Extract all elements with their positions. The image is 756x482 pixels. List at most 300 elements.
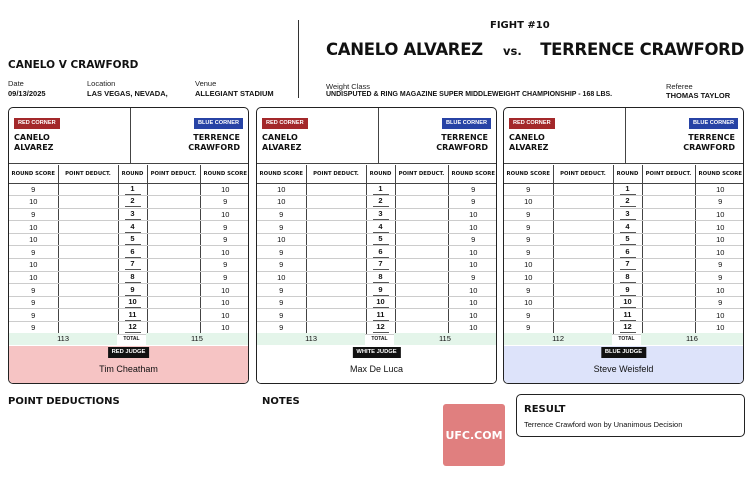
round-number-value: 6 bbox=[620, 247, 636, 258]
location-value: LAS VEGAS, NEVADA, bbox=[87, 89, 168, 98]
round-row bbox=[257, 309, 497, 322]
round-row bbox=[504, 233, 744, 246]
red-point-deduct bbox=[553, 196, 613, 209]
round-number-value: 9 bbox=[373, 285, 389, 296]
blue-round-score: 10 bbox=[695, 233, 744, 246]
column-header: ROUND SCORE bbox=[448, 165, 497, 183]
round-number-value: 3 bbox=[125, 209, 141, 220]
red-round-score: 9 bbox=[257, 221, 306, 234]
red-round-score: 9 bbox=[9, 183, 58, 196]
blue-round-score: 9 bbox=[200, 233, 249, 246]
red-name-first: CANELO bbox=[262, 133, 298, 142]
red-round-score: 10 bbox=[504, 296, 553, 309]
score-table bbox=[257, 165, 497, 335]
red-round-score: 10 bbox=[9, 233, 58, 246]
round-number-value: 7 bbox=[620, 259, 636, 270]
point-deductions-label: POINT DEDUCTIONS bbox=[8, 396, 120, 407]
round-number bbox=[118, 233, 147, 246]
blue-point-deduct bbox=[642, 196, 695, 209]
red-name-last: ALVAREZ bbox=[14, 143, 54, 152]
red-total: 113 bbox=[9, 333, 117, 345]
red-round-score: 9 bbox=[9, 309, 58, 322]
red-corner-badge: RED CORNER bbox=[262, 118, 308, 129]
red-point-deduct bbox=[306, 271, 366, 284]
round-number bbox=[118, 196, 147, 209]
column-header: POINT DEDUCT. bbox=[306, 165, 366, 183]
round-row bbox=[9, 208, 249, 221]
result-title: RESULT bbox=[524, 404, 566, 415]
blue-point-deduct bbox=[642, 259, 695, 272]
red-point-deduct bbox=[306, 183, 366, 196]
blue-round-score: 10 bbox=[448, 246, 497, 259]
blue-round-score: 10 bbox=[448, 284, 497, 297]
blue-round-score: 10 bbox=[695, 322, 744, 335]
round-number bbox=[613, 183, 642, 196]
round-number-value: 11 bbox=[620, 310, 636, 321]
red-round-score: 9 bbox=[504, 322, 553, 335]
blue-round-score: 9 bbox=[448, 233, 497, 246]
round-number bbox=[613, 309, 642, 322]
round-number-value: 2 bbox=[125, 196, 141, 207]
corner-divider bbox=[130, 108, 131, 164]
total-label: TOTAL bbox=[123, 336, 140, 342]
round-number-value: 1 bbox=[620, 184, 636, 195]
corner-header bbox=[504, 108, 743, 164]
red-corner-name bbox=[262, 133, 301, 153]
result-box bbox=[516, 394, 745, 437]
blue-fighter-title: TERRENCE CRAWFORD bbox=[540, 40, 744, 59]
blue-round-score: 9 bbox=[695, 259, 744, 272]
ufc-logo bbox=[443, 404, 505, 466]
round-number-value: 4 bbox=[125, 222, 141, 233]
round-row bbox=[9, 246, 249, 259]
round-number-value: 5 bbox=[125, 234, 141, 245]
totals-row bbox=[504, 333, 743, 345]
blue-round-score: 10 bbox=[200, 183, 249, 196]
round-row bbox=[504, 208, 744, 221]
score-header-row bbox=[257, 165, 497, 183]
round-number bbox=[118, 246, 147, 259]
weight-class-label: Weight Class bbox=[326, 82, 371, 91]
red-name-last: ALVAREZ bbox=[509, 143, 549, 152]
referee-label: Referee bbox=[666, 82, 693, 91]
round-number-value: 7 bbox=[125, 259, 141, 270]
round-row bbox=[504, 309, 744, 322]
red-round-score: 10 bbox=[9, 221, 58, 234]
round-number-value: 12 bbox=[620, 322, 636, 333]
round-number bbox=[118, 296, 147, 309]
red-point-deduct bbox=[306, 309, 366, 322]
red-point-deduct bbox=[58, 296, 118, 309]
blue-round-score: 10 bbox=[695, 208, 744, 221]
total-label: TOTAL bbox=[618, 336, 635, 342]
column-header: ROUND bbox=[613, 165, 642, 183]
red-round-score: 9 bbox=[504, 284, 553, 297]
red-point-deduct bbox=[306, 246, 366, 259]
round-number bbox=[366, 208, 395, 221]
red-round-score: 9 bbox=[257, 284, 306, 297]
round-number-value: 1 bbox=[125, 184, 141, 195]
round-row bbox=[257, 208, 497, 221]
red-round-score: 10 bbox=[504, 196, 553, 209]
red-round-score: 9 bbox=[9, 296, 58, 309]
blue-point-deduct bbox=[395, 183, 448, 196]
round-number-value: 10 bbox=[373, 297, 389, 308]
round-number bbox=[613, 246, 642, 259]
judge-badge: RED JUDGE bbox=[108, 347, 150, 358]
blue-total: 115 bbox=[146, 333, 248, 345]
round-number-value: 8 bbox=[373, 272, 389, 283]
round-number bbox=[118, 271, 147, 284]
blue-round-score: 10 bbox=[200, 246, 249, 259]
round-row bbox=[9, 221, 249, 234]
blue-total: 116 bbox=[641, 333, 743, 345]
blue-round-score: 10 bbox=[200, 322, 249, 335]
red-point-deduct bbox=[58, 309, 118, 322]
blue-round-score: 10 bbox=[448, 208, 497, 221]
red-name-first: CANELO bbox=[509, 133, 545, 142]
red-point-deduct bbox=[58, 196, 118, 209]
blue-round-score: 9 bbox=[695, 296, 744, 309]
round-number bbox=[366, 246, 395, 259]
red-point-deduct bbox=[553, 296, 613, 309]
blue-point-deduct bbox=[642, 284, 695, 297]
scorecard bbox=[503, 107, 744, 384]
blue-name-last: CRAWFORD bbox=[683, 143, 735, 152]
judge-name: Steve Weisfeld bbox=[593, 364, 654, 374]
blue-corner-badge: BLUE CORNER bbox=[689, 118, 738, 129]
round-number-value: 11 bbox=[373, 310, 389, 321]
red-round-score: 10 bbox=[9, 196, 58, 209]
red-round-score: 9 bbox=[504, 208, 553, 221]
total-label: TOTAL bbox=[371, 336, 388, 342]
blue-corner-name bbox=[683, 133, 735, 153]
red-point-deduct bbox=[553, 259, 613, 272]
red-round-score: 10 bbox=[504, 271, 553, 284]
red-round-score: 9 bbox=[504, 246, 553, 259]
red-point-deduct bbox=[58, 221, 118, 234]
round-row bbox=[257, 221, 497, 234]
round-number-value: 3 bbox=[620, 209, 636, 220]
red-round-score: 9 bbox=[257, 322, 306, 335]
round-number bbox=[613, 271, 642, 284]
blue-round-score: 10 bbox=[448, 221, 497, 234]
blue-point-deduct bbox=[395, 309, 448, 322]
round-row bbox=[9, 183, 249, 196]
blue-round-score: 9 bbox=[695, 196, 744, 209]
blue-point-deduct bbox=[395, 233, 448, 246]
red-total: 113 bbox=[257, 333, 365, 345]
red-round-score: 10 bbox=[257, 183, 306, 196]
red-round-score: 9 bbox=[504, 183, 553, 196]
red-round-score: 9 bbox=[257, 259, 306, 272]
round-number bbox=[613, 221, 642, 234]
round-row bbox=[257, 296, 497, 309]
red-corner-name bbox=[14, 133, 53, 153]
judge-name: Tim Cheatham bbox=[99, 364, 158, 374]
blue-round-score: 10 bbox=[448, 309, 497, 322]
column-header: ROUND SCORE bbox=[9, 165, 58, 183]
blue-point-deduct bbox=[147, 196, 200, 209]
round-row bbox=[257, 183, 497, 196]
red-point-deduct bbox=[553, 183, 613, 196]
red-round-score: 9 bbox=[9, 246, 58, 259]
red-point-deduct bbox=[306, 284, 366, 297]
judge-band bbox=[257, 346, 496, 384]
round-number-value: 10 bbox=[125, 297, 141, 308]
red-point-deduct bbox=[553, 233, 613, 246]
red-corner-badge: RED CORNER bbox=[509, 118, 555, 129]
blue-point-deduct bbox=[147, 284, 200, 297]
blue-round-score: 10 bbox=[200, 309, 249, 322]
red-point-deduct bbox=[58, 183, 118, 196]
column-header: ROUND SCORE bbox=[257, 165, 306, 183]
location-label: Location bbox=[87, 79, 116, 88]
judge-band bbox=[504, 346, 743, 384]
round-row bbox=[257, 284, 497, 297]
red-round-score: 9 bbox=[504, 309, 553, 322]
round-number bbox=[118, 259, 147, 272]
blue-round-score: 10 bbox=[695, 309, 744, 322]
round-row bbox=[9, 271, 249, 284]
round-number-value: 5 bbox=[620, 234, 636, 245]
judge-badge: BLUE JUDGE bbox=[601, 347, 646, 358]
blue-corner-name bbox=[188, 133, 240, 153]
blue-point-deduct bbox=[147, 259, 200, 272]
blue-point-deduct bbox=[395, 246, 448, 259]
result-text: Terrence Crawford won by Unanimous Decision bbox=[524, 420, 683, 429]
blue-round-score: 9 bbox=[200, 259, 249, 272]
blue-round-score: 10 bbox=[695, 221, 744, 234]
blue-point-deduct bbox=[642, 271, 695, 284]
round-row bbox=[257, 196, 497, 209]
red-round-score: 9 bbox=[9, 322, 58, 335]
red-name-last: ALVAREZ bbox=[262, 143, 302, 152]
blue-point-deduct bbox=[642, 183, 695, 196]
red-round-score: 9 bbox=[504, 221, 553, 234]
red-round-score: 10 bbox=[257, 196, 306, 209]
judge-name: Max De Luca bbox=[349, 364, 404, 374]
totals-row bbox=[257, 333, 496, 345]
round-number bbox=[118, 284, 147, 297]
column-header: POINT DEDUCT. bbox=[553, 165, 613, 183]
round-number-value: 6 bbox=[125, 247, 141, 258]
blue-point-deduct bbox=[147, 183, 200, 196]
column-header: ROUND SCORE bbox=[695, 165, 744, 183]
round-number bbox=[613, 284, 642, 297]
notes-label: NOTES bbox=[262, 396, 300, 407]
blue-point-deduct bbox=[395, 208, 448, 221]
blue-point-deduct bbox=[642, 309, 695, 322]
blue-point-deduct bbox=[147, 208, 200, 221]
round-number bbox=[613, 196, 642, 209]
red-point-deduct bbox=[553, 208, 613, 221]
date-label: Date bbox=[8, 79, 24, 88]
blue-point-deduct bbox=[147, 309, 200, 322]
corner-divider bbox=[625, 108, 626, 164]
round-number-value: 12 bbox=[373, 322, 389, 333]
red-round-score: 9 bbox=[257, 296, 306, 309]
red-round-score: 9 bbox=[257, 208, 306, 221]
column-header: ROUND SCORE bbox=[504, 165, 553, 183]
blue-round-score: 10 bbox=[695, 284, 744, 297]
blue-point-deduct bbox=[395, 196, 448, 209]
column-header: POINT DEDUCT. bbox=[642, 165, 695, 183]
blue-round-score: 9 bbox=[448, 271, 497, 284]
date-value: 09/13/2025 bbox=[8, 89, 46, 98]
blue-point-deduct bbox=[147, 296, 200, 309]
round-number-value: 9 bbox=[620, 285, 636, 296]
red-point-deduct bbox=[306, 296, 366, 309]
blue-name-first: TERRENCE bbox=[441, 133, 488, 142]
red-fighter-title: CANELO ALVAREZ bbox=[326, 40, 483, 59]
blue-round-score: 9 bbox=[200, 221, 249, 234]
blue-name-last: CRAWFORD bbox=[436, 143, 488, 152]
blue-point-deduct bbox=[395, 259, 448, 272]
round-number bbox=[366, 271, 395, 284]
blue-point-deduct bbox=[147, 233, 200, 246]
header-divider bbox=[298, 20, 299, 98]
blue-point-deduct bbox=[395, 296, 448, 309]
round-row bbox=[504, 196, 744, 209]
round-number bbox=[366, 296, 395, 309]
blue-point-deduct bbox=[395, 271, 448, 284]
round-number-value: 4 bbox=[373, 222, 389, 233]
blue-point-deduct bbox=[147, 271, 200, 284]
red-point-deduct bbox=[306, 208, 366, 221]
red-name-first: CANELO bbox=[14, 133, 50, 142]
round-number bbox=[366, 221, 395, 234]
scorecard bbox=[256, 107, 497, 384]
round-number-value: 5 bbox=[373, 234, 389, 245]
column-header: ROUND SCORE bbox=[200, 165, 249, 183]
blue-round-score: 10 bbox=[448, 259, 497, 272]
venue-value: ALLEGIANT STADIUM bbox=[195, 89, 274, 98]
round-row bbox=[9, 259, 249, 272]
score-table bbox=[504, 165, 744, 335]
score-table bbox=[9, 165, 249, 335]
round-number-value: 3 bbox=[373, 209, 389, 220]
round-number bbox=[118, 221, 147, 234]
red-point-deduct bbox=[306, 196, 366, 209]
blue-point-deduct bbox=[642, 246, 695, 259]
red-round-score: 9 bbox=[504, 233, 553, 246]
red-round-score: 10 bbox=[9, 271, 58, 284]
round-row bbox=[504, 296, 744, 309]
round-row bbox=[9, 233, 249, 246]
round-number-value: 1 bbox=[373, 184, 389, 195]
round-row bbox=[504, 221, 744, 234]
column-header: POINT DEDUCT. bbox=[58, 165, 118, 183]
blue-round-score: 9 bbox=[200, 271, 249, 284]
red-corner-badge: RED CORNER bbox=[14, 118, 60, 129]
corner-divider bbox=[378, 108, 379, 164]
blue-round-score: 10 bbox=[200, 284, 249, 297]
judge-band bbox=[9, 346, 248, 384]
corner-header bbox=[257, 108, 496, 164]
round-number bbox=[366, 196, 395, 209]
red-total: 112 bbox=[504, 333, 612, 345]
blue-corner-badge: BLUE CORNER bbox=[442, 118, 491, 129]
round-row bbox=[504, 183, 744, 196]
round-number bbox=[366, 259, 395, 272]
round-number bbox=[118, 309, 147, 322]
blue-point-deduct bbox=[147, 221, 200, 234]
blue-name-last: CRAWFORD bbox=[188, 143, 240, 152]
vs-label: vs. bbox=[503, 44, 522, 58]
red-point-deduct bbox=[58, 208, 118, 221]
round-row bbox=[504, 259, 744, 272]
round-row bbox=[504, 246, 744, 259]
round-number bbox=[366, 233, 395, 246]
blue-total: 115 bbox=[394, 333, 496, 345]
round-row bbox=[9, 196, 249, 209]
round-number bbox=[118, 183, 147, 196]
round-number bbox=[613, 208, 642, 221]
blue-round-score: 9 bbox=[695, 271, 744, 284]
weight-class-value: UNDISPUTED & RING MAGAZINE SUPER MIDDLEWEIGHT CHAMPIONSHIP - 168 LBS. bbox=[326, 91, 613, 98]
red-round-score: 10 bbox=[257, 233, 306, 246]
round-row bbox=[504, 271, 744, 284]
round-row bbox=[9, 284, 249, 297]
column-header: POINT DEDUCT. bbox=[147, 165, 200, 183]
red-round-score: 10 bbox=[257, 271, 306, 284]
red-round-score: 9 bbox=[257, 246, 306, 259]
blue-round-score: 10 bbox=[448, 322, 497, 335]
blue-corner-badge: BLUE CORNER bbox=[194, 118, 243, 129]
round-number bbox=[613, 296, 642, 309]
round-row bbox=[257, 271, 497, 284]
red-point-deduct bbox=[553, 246, 613, 259]
column-header: POINT DEDUCT. bbox=[395, 165, 448, 183]
scorecard bbox=[8, 107, 249, 384]
blue-round-score: 9 bbox=[448, 183, 497, 196]
logo-text: UFC.COM bbox=[445, 428, 503, 442]
red-point-deduct bbox=[306, 259, 366, 272]
round-row bbox=[257, 259, 497, 272]
round-number-value: 9 bbox=[125, 285, 141, 296]
round-number-value: 2 bbox=[373, 196, 389, 207]
blue-round-score: 10 bbox=[695, 246, 744, 259]
round-number bbox=[366, 309, 395, 322]
round-number bbox=[613, 233, 642, 246]
blue-name-first: TERRENCE bbox=[193, 133, 240, 142]
round-number-value: 7 bbox=[373, 259, 389, 270]
red-point-deduct bbox=[553, 271, 613, 284]
red-point-deduct bbox=[58, 259, 118, 272]
round-number-value: 8 bbox=[620, 272, 636, 283]
event-title: CANELO V CRAWFORD bbox=[8, 59, 139, 71]
red-round-score: 10 bbox=[9, 259, 58, 272]
blue-round-score: 9 bbox=[448, 196, 497, 209]
red-corner-name bbox=[509, 133, 548, 153]
blue-point-deduct bbox=[147, 246, 200, 259]
round-row bbox=[257, 246, 497, 259]
red-point-deduct bbox=[306, 233, 366, 246]
round-row bbox=[9, 296, 249, 309]
fight-number: FIGHT #10 bbox=[490, 20, 550, 31]
round-row bbox=[504, 284, 744, 297]
score-header-row bbox=[504, 165, 744, 183]
blue-corner-name bbox=[436, 133, 488, 153]
blue-point-deduct bbox=[395, 284, 448, 297]
red-point-deduct bbox=[58, 271, 118, 284]
blue-round-score: 10 bbox=[200, 208, 249, 221]
round-number-value: 2 bbox=[620, 196, 636, 207]
totals-row bbox=[9, 333, 248, 345]
blue-round-score: 10 bbox=[448, 296, 497, 309]
judge-badge: WHITE JUDGE bbox=[352, 347, 400, 358]
